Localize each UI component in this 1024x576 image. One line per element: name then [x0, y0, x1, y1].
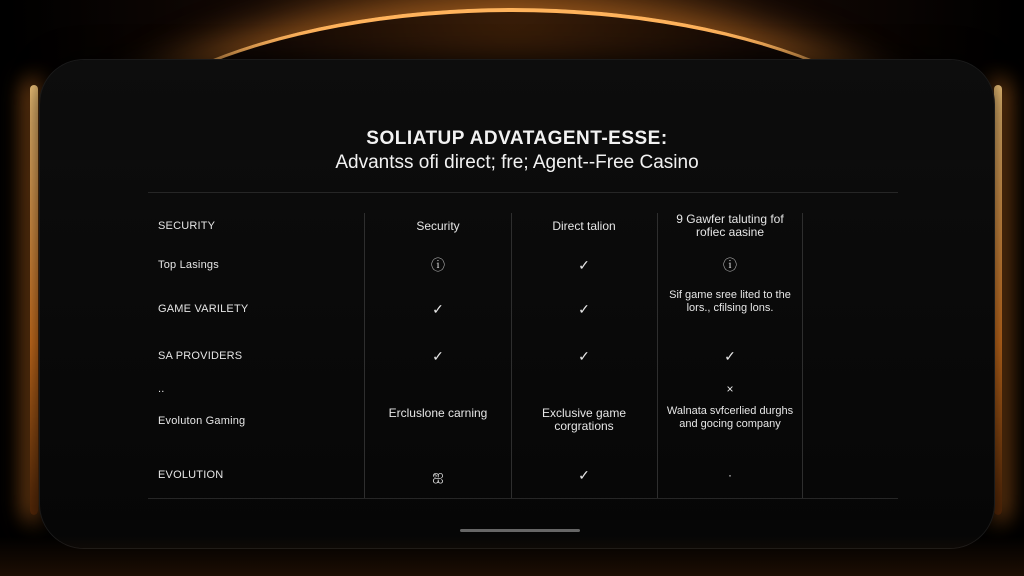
table-row	[148, 350, 898, 370]
check-icon: ✓	[432, 348, 444, 364]
tablet-screen	[40, 60, 994, 548]
check-icon: ✓	[578, 467, 590, 483]
row-label: GAME VARILETY	[158, 303, 249, 315]
row-note: Ercluslone carning	[388, 406, 488, 420]
check-icon: ✓	[578, 301, 590, 317]
table-row	[148, 469, 898, 489]
page-title: SOLIATUP ADVATAGENT-ESSE:	[366, 128, 668, 149]
table-row	[148, 259, 898, 279]
table-header-row	[148, 212, 898, 239]
row-symbol: ·	[728, 468, 732, 482]
header-label: SECURITY	[158, 220, 216, 232]
check-icon: ✓	[432, 301, 444, 317]
home-indicator-bar[interactable]	[460, 529, 580, 532]
table-row	[148, 383, 898, 403]
header-col2: Direct talion	[552, 219, 616, 233]
tablet-device	[40, 60, 994, 548]
row-label: ..	[158, 383, 165, 395]
left-glow-edge	[30, 85, 38, 515]
check-icon: ✓	[578, 257, 590, 273]
comparison-table	[148, 192, 898, 499]
info-icon: ⓘ	[723, 257, 737, 273]
table-row	[148, 289, 898, 323]
info-icon: ⓘ	[431, 257, 445, 273]
header-col1: Security	[416, 219, 460, 233]
right-glow-edge	[994, 85, 1002, 515]
row-symbol: ஐ	[432, 467, 444, 483]
row-note: Walnata svfcerlied durghs and gocing company	[666, 405, 794, 430]
row-note: Sif game sree lited to the lors., cfilsing lons.	[669, 289, 791, 314]
row-label: EVOLUTION	[158, 469, 224, 481]
floor-reflection	[0, 536, 1024, 576]
check-icon: ✓	[578, 348, 590, 364]
page-subtitle: Advantss ofi direct; fre; Agent--Free Casino	[335, 152, 699, 173]
row-label: Evoluton Gaming	[158, 415, 246, 427]
check-icon: ✓	[724, 348, 736, 364]
cross-icon: ×	[726, 382, 734, 396]
row-label: SA PROVIDERS	[158, 350, 243, 362]
table-row	[148, 405, 898, 435]
row-label: Top Lasings	[158, 259, 219, 271]
row-note: Exclusive game corgrations	[541, 406, 627, 433]
header-col3: 9 Gawfer taluting fof rofiec aasine	[676, 212, 784, 239]
